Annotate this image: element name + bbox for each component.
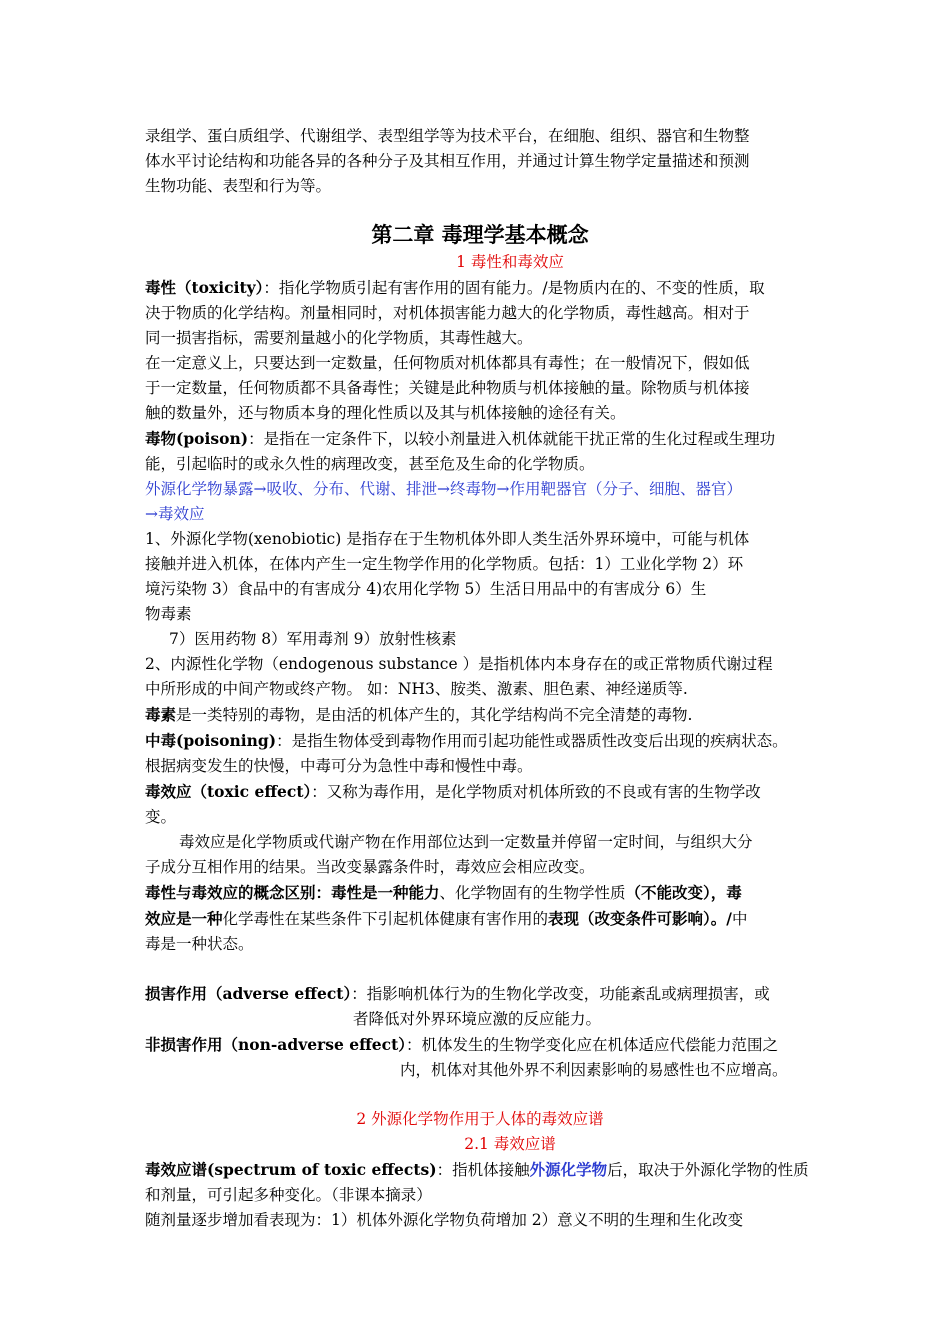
highlight-text: 外源化学物: [529, 1160, 608, 1179]
term: 毒素: [145, 705, 177, 724]
definition-toxin: [145, 702, 815, 728]
definition-text: ：是指生物体受到毒物作用而引起功能性或器质性改变后出现的疾病状态。: [276, 732, 788, 750]
term: 毒效应谱(spectrum of toxic effects): [145, 1160, 437, 1179]
definition-text: 后，取决于外源化学物的性质: [607, 1161, 809, 1179]
text: 中: [731, 910, 748, 928]
term: 毒效应（toxic effect）: [145, 782, 312, 801]
text-line: 接触并进入机体，在体内产生一定生物学作用的化学物质。包括：1）工业化学物 2）环: [145, 555, 744, 573]
definition-text: ：是指在一定条件下，以较小剂量进入机体就能干扰正常的生化过程或生理功: [248, 430, 776, 448]
text-line: 生物功能、表型和行为等。: [145, 177, 332, 195]
definition-text: ：指影响机体行为的生物化学改变，功能紊乱或病理损害，或: [351, 985, 770, 1003]
text-line: 者降低对外界环境应激的反应能力。: [353, 1010, 602, 1028]
text-line: 2、内源性化学物（endogenous substance ）是指机体内本身存在的或正常物质代谢过程: [145, 655, 773, 673]
text-line: 同一损害指标，需要剂量越小的化学物质，其毒性越大。: [145, 329, 533, 347]
definition-poisoning: [145, 728, 815, 754]
definition-text: ：指化学物质引起有害作用的固有能力。/是物质内在的、不变的性质，取: [263, 279, 765, 297]
text-line: 7）医用药物 8）军用毒剂 9）放射性核素: [169, 630, 457, 648]
text-line: 内，机体对其他外界不利因素影响的易感性也不应增高。: [400, 1061, 788, 1079]
bold-text: 毒性与毒效应的概念区别：毒性是一种能力: [145, 883, 440, 902]
distinction-line: [145, 906, 815, 932]
text-line: 境污染物 3）食品中的有害成分 4)农用化学物 5）生活日用品中的有害成分 6）生: [145, 580, 707, 598]
text-line: 在一定意义上，只要达到一定数量，任何物质对机体都具有毒性；在一般情况下，假如低: [145, 354, 750, 372]
definition-toxic-effect: [145, 779, 815, 805]
text-line: 1、外源化学物(xenobiotic) 是指存在于生物机体外即人类生活外界环境中，可能与机体: [145, 530, 750, 548]
term: 非损害作用（non-adverse effect）: [145, 1035, 407, 1054]
definition-text: ：又称为毒作用，是化学物质对机体所致的不良或有害的生物学改: [311, 783, 761, 801]
definition-text: ：指机体接触: [436, 1161, 530, 1179]
term: 毒物(poison): [145, 429, 249, 448]
text: 化学毒性在某些条件下引起机体健康有害作用的: [222, 910, 549, 928]
definition-text: ：机体发生的生物学变化应在机体适应代偿能力范围之: [406, 1036, 779, 1054]
text-line: 毒效应是化学物质或代谢产物在作用部位达到一定数量并停留一定时间，与组织大分: [179, 833, 753, 851]
flow-line: 外源化学物暴露→吸收、分布、代谢、排泄→终毒物→作用靶器官（分子、细胞、器官）: [145, 480, 742, 498]
flow-line: →毒效应: [145, 505, 205, 523]
chapter-title: 第二章 毒理学基本概念: [371, 223, 589, 247]
spacer: [145, 957, 815, 981]
intro-paragraph: [145, 124, 815, 199]
distinction-line: [145, 880, 815, 906]
text-line: 和剂量，可引起多种变化。（非课本摘录）: [145, 1186, 432, 1204]
section-title: 1 毒性和毒效应: [456, 253, 564, 271]
text-line: 随剂量逐步增加看表现为：1）机体外源化学物负荷增加 2）意义不明的生理和生化改变: [145, 1211, 744, 1229]
bold-text: 效应是一种: [145, 909, 223, 928]
term: 损害作用（adverse effect）: [145, 984, 352, 1003]
definition-toxicity: [145, 275, 815, 301]
chapter-block: [145, 220, 815, 1233]
definition-adverse: [145, 981, 815, 1007]
text-line: 能，引起临时的或永久性的病理改变，甚至危及生命的化学物质。: [145, 455, 595, 473]
subsection-title: 2.1 毒效应谱: [464, 1135, 556, 1153]
text-line: 中所形成的中间产物或终产物。 如：NH3、胺类、激素、胆色素、神经递质等.: [145, 680, 688, 698]
text-line: 决于物质的化学结构。剂量相同时，对机体损害能力越大的化学物质，毒性越高。相对于: [145, 304, 750, 322]
text-line: 子成分互相作用的结果。当改变暴露条件时，毒效应会相应改变。: [145, 858, 595, 876]
text-line: 触的数量外，还与物质本身的理化性质以及其与机体接触的途径有关。: [145, 404, 626, 422]
definition-spectrum: [145, 1157, 815, 1183]
text-line: 录组学、蛋白质组学、代谢组学、表型组学等为技术平台，在细胞、组织、器官和生物整: [145, 127, 750, 145]
definition-non-adverse: [145, 1032, 815, 1058]
text-line: 体水平讨论结构和功能各异的各种分子及其相互作用，并通过计算生物学定量描述和预测: [145, 152, 750, 170]
text-line: 毒是一种状态。: [145, 935, 254, 953]
definition-text: 是一类特别的毒物，是由活的机体产生的，其化学结构尚不完全清楚的毒物.: [176, 706, 693, 724]
spacer: [145, 1083, 815, 1107]
section-title: 2 外源化学物作用于人体的毒效应谱: [356, 1110, 604, 1128]
text-line: 于一定数量，任何物质都不具备毒性；关键是此种物质与机体接触的量。除物质与机体接: [145, 379, 750, 397]
bold-text: （不能改变），毒: [625, 883, 742, 902]
text-line: 物毒素: [145, 605, 192, 623]
term: 中毒(poisoning): [145, 731, 277, 750]
text-line: 变。: [145, 808, 177, 826]
bold-text: 表现（改变条件可影响）。/: [548, 909, 732, 928]
text-line: 根据病变发生的快慢，中毒可分为急性中毒和慢性中毒。: [145, 757, 533, 775]
term: 毒性（toxicity）: [145, 278, 264, 297]
text: 、化学物固有的生物学性质: [439, 884, 626, 902]
definition-poison: [145, 426, 815, 452]
